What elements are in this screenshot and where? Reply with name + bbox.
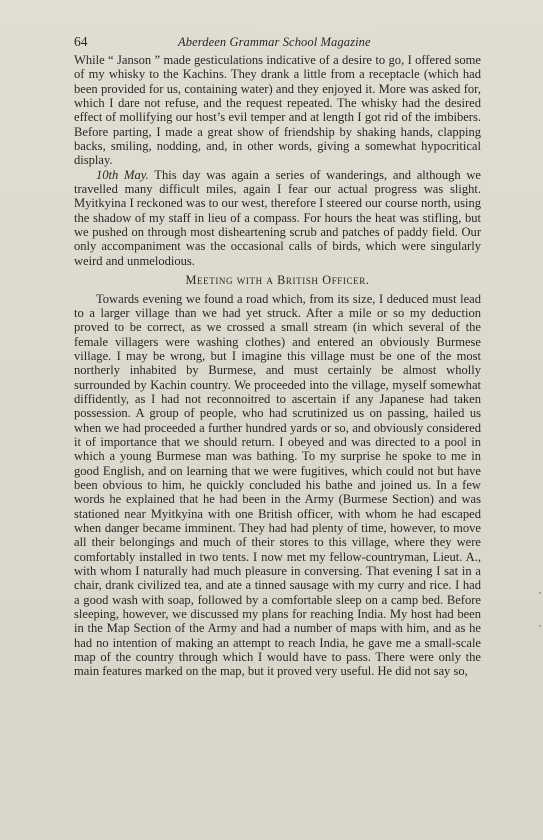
- journal-title: Aberdeen Grammar School Magazine: [178, 35, 371, 49]
- page-number: 64: [74, 34, 88, 49]
- paragraph: While “ Janson ” made gesticulations indicative of a desire to go, I offered some of my whisky to the Kachins. They drank a little from a receptacle (which had been provided for us, containing water) and they enjoyed it. More was asked for, which I dare not refuse, and the request repeated. The whisky had the desired effect of mollifying our host’s evil temper and at length I got rid of the imbibers. Before parting, I made a great show of friendship by shaking hands, clapping backs, smiling, nodding, and, in other words, giving a somewhat hypocritical display.: [74, 53, 481, 168]
- paragraph: Towards evening we found a road which, from its size, I deduced must lead to a larger village than we had yet struck. After a mile or so my deduction proved to be correct, as we crossed a small stream (in which several of the female villagers were washing clothes) and entered an obviously Burmese village. I may be wrong, but I imagine this village must be one of the most northerly inhabited by Burmese, and must certainly be almost wholly surrounded by Kachin country. We proceeded into the village, myself somewhat diffidently, as I had not reconnoitred to ascertain if any Japanese had taken possession. A group of people, who had scrutinized us on passing, hailed us when we had proceeded a further hundred yards or so, and obviously considered it of importance that we should return. I obeyed and was directed to a pool in which a young Burmese man was bathing. To my surprise he spoke to me in good English, and on learning that we were fugitives, which could not but have been obvious to him, he quickly concluded his bathe and joined us. In a few words he explained that he had been in the Army (Burmese Section) and was stationed near Myitkyina with one British officer, with whom he had escaped when danger became imminent. They had had plenty of time, however, to move all their belongings and much of their stores to this village, where they were comfortably installed in two tents. I now met my fellow-countryman, Lieut. A., with whom I naturally had much pleasure in conversing. That evening I sat in a chair, drank civilized tea, and ate a tinned sausage with my curry and rice. I had a good wash with soap, followed by a comfortable sleep on a camp bed. Before sleeping, however, we discussed my plans for reaching India. My host had been in the Map Section of the Army and had a number of maps with him, and as he had no intention of making an attempt to reach India, he gave me a small-scale map of the country through which I would have to pass. There were only the main features marked on the map, but it proved very useful. He did not say so,: [74, 291, 481, 679]
- paper-speck: [539, 592, 541, 594]
- section-heading: Meeting with a British Officer.: [185, 273, 370, 288]
- paragraph: [74, 168, 481, 268]
- paragraph-text: This day was again a series of wanderings, and although we travelled many difficult miles, again I fear our actual progress was slight. Myitkyina I reckoned was to our west, therefore I steered our course north, using the shadow of my staff in lieu of a compass. For hours the heat was stifling, but we pushed on through most disheartening scrub and patches of paddy field. Our only accompaniment was the occasional calls of birds, which were singularly weird and unmelodious.: [74, 167, 481, 268]
- paper-speck: [539, 625, 541, 627]
- running-head: [74, 33, 482, 51]
- date-label: 10th May.: [96, 167, 149, 182]
- body-text: [74, 53, 481, 679]
